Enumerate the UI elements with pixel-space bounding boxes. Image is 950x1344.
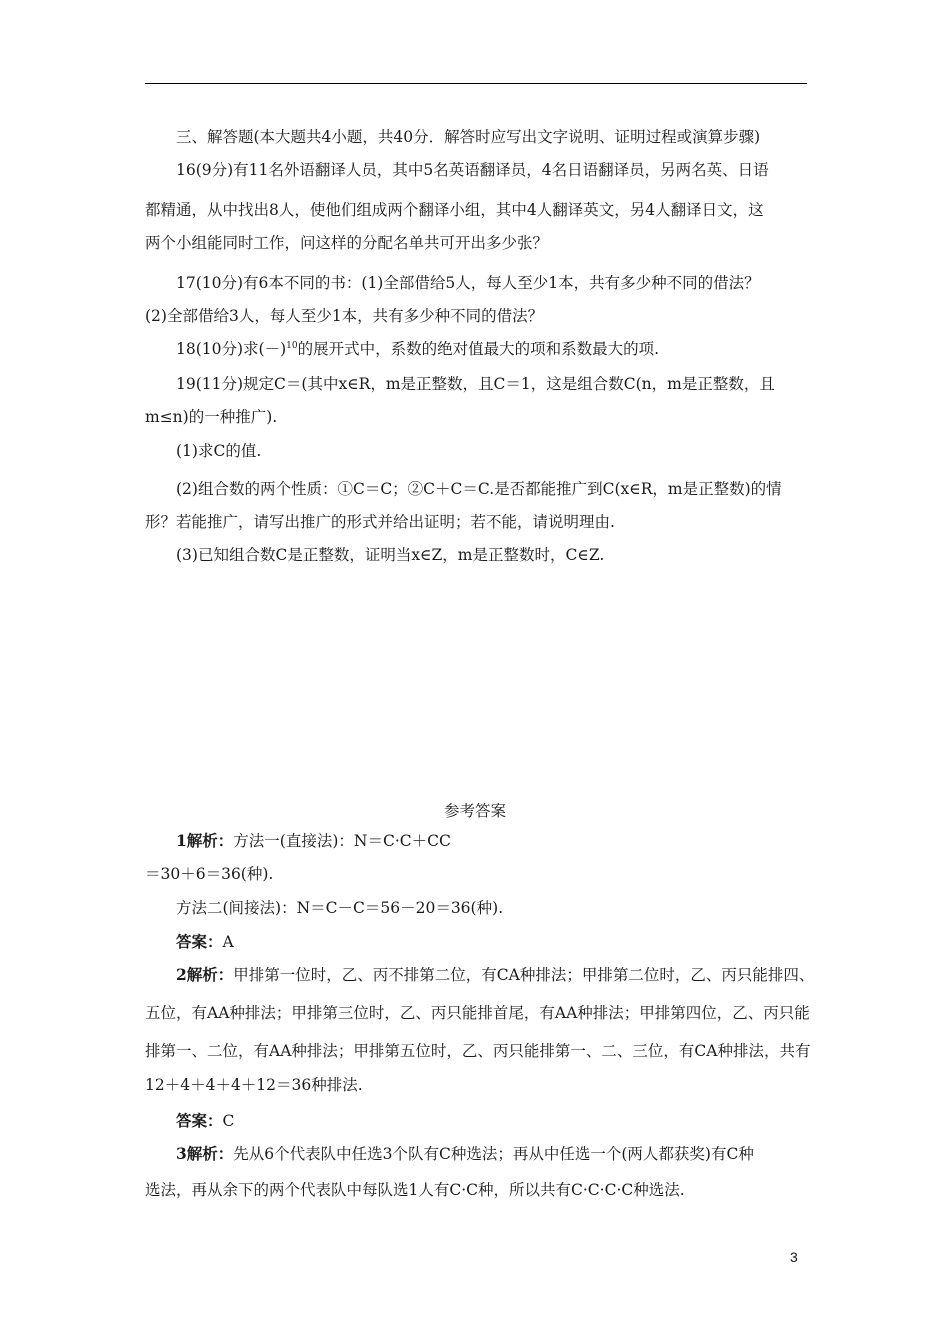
question-18-post: 的展开式中，系数的绝对值最大的项和系数最大的项.	[297, 340, 660, 358]
answer-2-line-2: 五位，有AA种排法；甲排第三位时，乙、丙只能排首尾，有AA种排法；甲排第四位，乙、丙只能	[145, 1004, 810, 1022]
question-19-line-1: 19(11分)规定C＝(其中x∈R，m是正整数，且C＝1，这是组合数C(n，m是正整数，且	[176, 375, 775, 393]
answer-2-result	[176, 1111, 856, 1131]
answer-2-label: 2解析：	[176, 965, 234, 984]
question-16-line-1: 16(9分)有11名外语翻译人员，其中5名英语翻译员，4名日语翻译员，另两名英、日语	[176, 161, 769, 179]
answer-2-line-4: 12＋4＋4＋4＋12＝36种排法.	[145, 1076, 363, 1094]
question-16-line-3: 两个小组能同时工作，问这样的分配名单共可开出多少张？	[145, 234, 549, 252]
answer-2-result-value: C	[222, 1112, 235, 1130]
question-16-line-2: 都精通，从中找出8人，使他们组成两个翻译小组，其中4人翻译英文，另4人翻译日文，这	[145, 201, 764, 219]
answer-1-line-3: 方法二(间接法)：N＝C－C＝56－20＝36(种).	[176, 899, 504, 917]
question-19-part-1: (1)求C的值.	[176, 442, 262, 460]
answer-1-text: 方法一(直接法)：N＝C·C＋CC	[233, 832, 451, 850]
question-18-exponent: 10	[286, 341, 298, 351]
header-rule	[145, 83, 807, 84]
answer-1-label: 1解析：	[176, 831, 234, 850]
section-heading: 三、解答题(本大题共4小题，共40分．解答时应写出文字说明、证明过程或演算步骤)	[176, 128, 761, 146]
answer-3-line-2: 选法，再从余下的两个代表队中每队选1人有C·C种，所以共有C·C·C·C种选法.	[145, 1181, 685, 1199]
answer-3-line-1	[176, 1144, 856, 1164]
question-19-part-2-line-2: 形？若能推广，请写出推广的形式并给出证明；若不能，请说明理由.	[145, 513, 615, 531]
answer-3-text: 先从6个代表队中任选3个队有C种选法；再从中任选一个(两人都获奖)有C种	[233, 1145, 754, 1163]
answers-title: 参考答案	[443, 802, 506, 820]
question-18-pre: 18(10分)求(－)	[176, 340, 287, 358]
answer-2-text: 甲排第一位时，乙、丙不排第二位，有CA种排法；甲排第二位时，乙、丙只能排四、	[233, 966, 815, 984]
question-18	[176, 339, 856, 359]
answer-1-result-label: 答案：	[176, 932, 223, 951]
question-17-line-1: 17(10分)有6本不同的书：(1)全部借给5人，每人至少1本，共有多少种不同的借法？	[176, 274, 760, 292]
answer-2-line-3: 排第一、二位，有AA种排法；甲排第五位时，乙、丙只能排第一、二、三位，有CA种排法，共有	[145, 1042, 811, 1060]
question-19-line-2: m≤n)的一种推广).	[145, 408, 278, 426]
answer-2-line-1	[176, 965, 856, 985]
answer-1-line-1	[176, 831, 856, 851]
question-17-line-2: (2)全部借给3人，每人至少1本，共有多少种不同的借法？	[145, 307, 544, 325]
answer-1-line-2: ＝30＋6＝36(种).	[145, 865, 274, 883]
page-number: 3	[790, 1249, 798, 1265]
answer-1-result-value: A	[222, 933, 234, 951]
question-19-part-3: (3)已知组合数C是正整数，证明当x∈Z，m是正整数时，C∈Z.	[176, 546, 605, 564]
answer-2-result-label: 答案：	[176, 1111, 223, 1130]
answer-1-result	[176, 932, 856, 952]
question-19-part-2-line-1: (2)组合数的两个性质：①C＝C；②C＋C＝C.是否都能推广到C(x∈R，m是正整数)的情	[176, 480, 782, 498]
answer-3-label: 3解析：	[176, 1144, 234, 1163]
